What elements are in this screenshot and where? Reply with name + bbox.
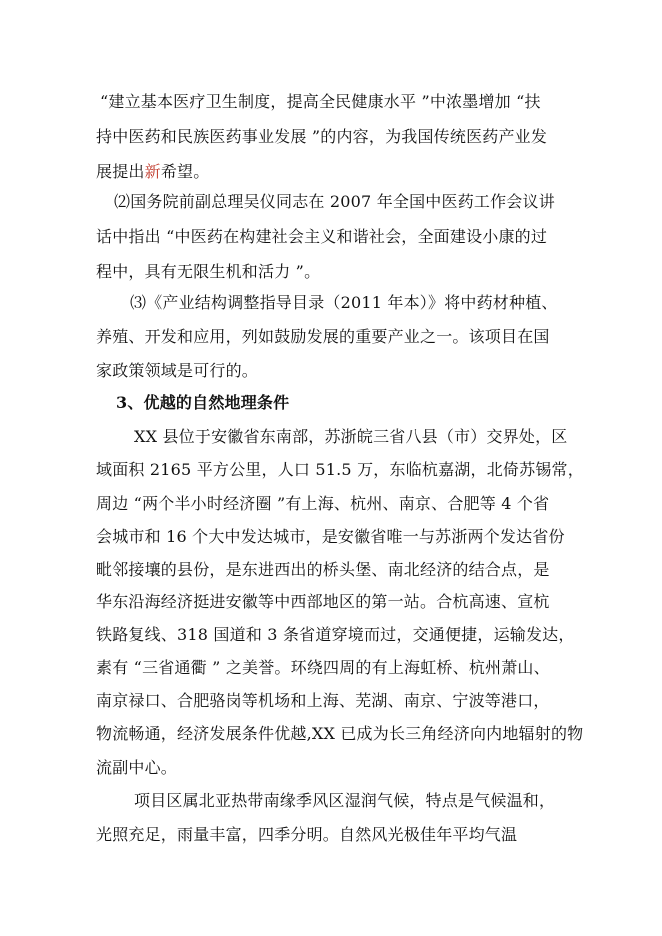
- geo-line-7: 铁路复线、318 国道和 3 条省道穿境而过，交通便捷，运输发达，: [96, 625, 575, 644]
- item2-line-3: 程中，具有无限生机和活力 ”。: [96, 262, 321, 281]
- intro-line-3-before: 展提出: [96, 162, 145, 181]
- geo-line-6: 华东沿海经济挺进安徽等中西部地区的第一站。合杭高速、宣杭: [96, 592, 550, 611]
- highlighted-character: 新: [144, 162, 161, 181]
- item2-line-2: 话中指出 “中医药在构建社会主义和谐社会，全面建设小康的过: [96, 227, 548, 246]
- intro-line-1: “建立基本医疗卫生制度，提高全民健康水平 ”中浓墨增加 “扶: [100, 92, 541, 111]
- intro-line-2: 持中医药和民族医药事业发展 ”的内容，为我国传统医药产业发: [96, 127, 548, 146]
- item3-line-1: ⑶《产业结构调整指导目录（2011 年本）》将中药材种植、: [130, 293, 558, 312]
- geo-line-4: 会城市和 16 个大中发达城市，是安徽省唯一与苏浙两个发达省份: [96, 527, 565, 546]
- section-heading: 3、优越的自然地理条件: [116, 393, 290, 412]
- geo-line-11: 流副中心。: [96, 758, 178, 777]
- geo-line-1: XX 县位于安徽省东南部，苏浙皖三省八县（市）交界处，区: [134, 427, 568, 446]
- geo-line-5: 毗邻接壤的县份，是东进西出的桥头堡、南北经济的结合点，是: [96, 560, 550, 579]
- geo-line-2: 域面积 2165 平方公里，人口 51.5 万，东临杭嘉湖，北倚苏锡常，: [96, 460, 584, 479]
- climate-line-1: 项目区属北亚热带南缘季风区湿润气候，特点是气候温和，: [134, 791, 556, 810]
- geo-line-9: 南京禄口、合肥骆岗等机场和上海、芜湖、南京、宁波等港口，: [96, 691, 550, 710]
- intro-line-3: [96, 162, 209, 182]
- item2-line-1: ⑵国务院前副总理吴仪同志在 2007 年全国中医药工作会议讲: [114, 192, 555, 211]
- climate-line-2: 光照充足，雨量丰富，四季分明。自然风光极佳年平均气温: [96, 825, 518, 844]
- geo-line-8: 素有 “三省通衢 ” 之美誉。环绕四周的有上海虹桥、杭州萧山、: [96, 658, 550, 677]
- intro-line-3-after: 希望。: [160, 162, 210, 181]
- geo-line-10: 物流畅通，经济发展条件优越,XX 已成为长三角经济向内地辐射的物: [96, 724, 584, 743]
- geo-line-3: 周边 “两个半小时经济圈 ”有上海、杭州、南京、合肥等 4 个省: [96, 494, 550, 513]
- item3-line-3: 家政策领域是可行的。: [96, 361, 259, 380]
- item3-line-2: 养殖、开发和应用，列如鼓励发展的重要产业之一。该项目在国: [96, 327, 550, 346]
